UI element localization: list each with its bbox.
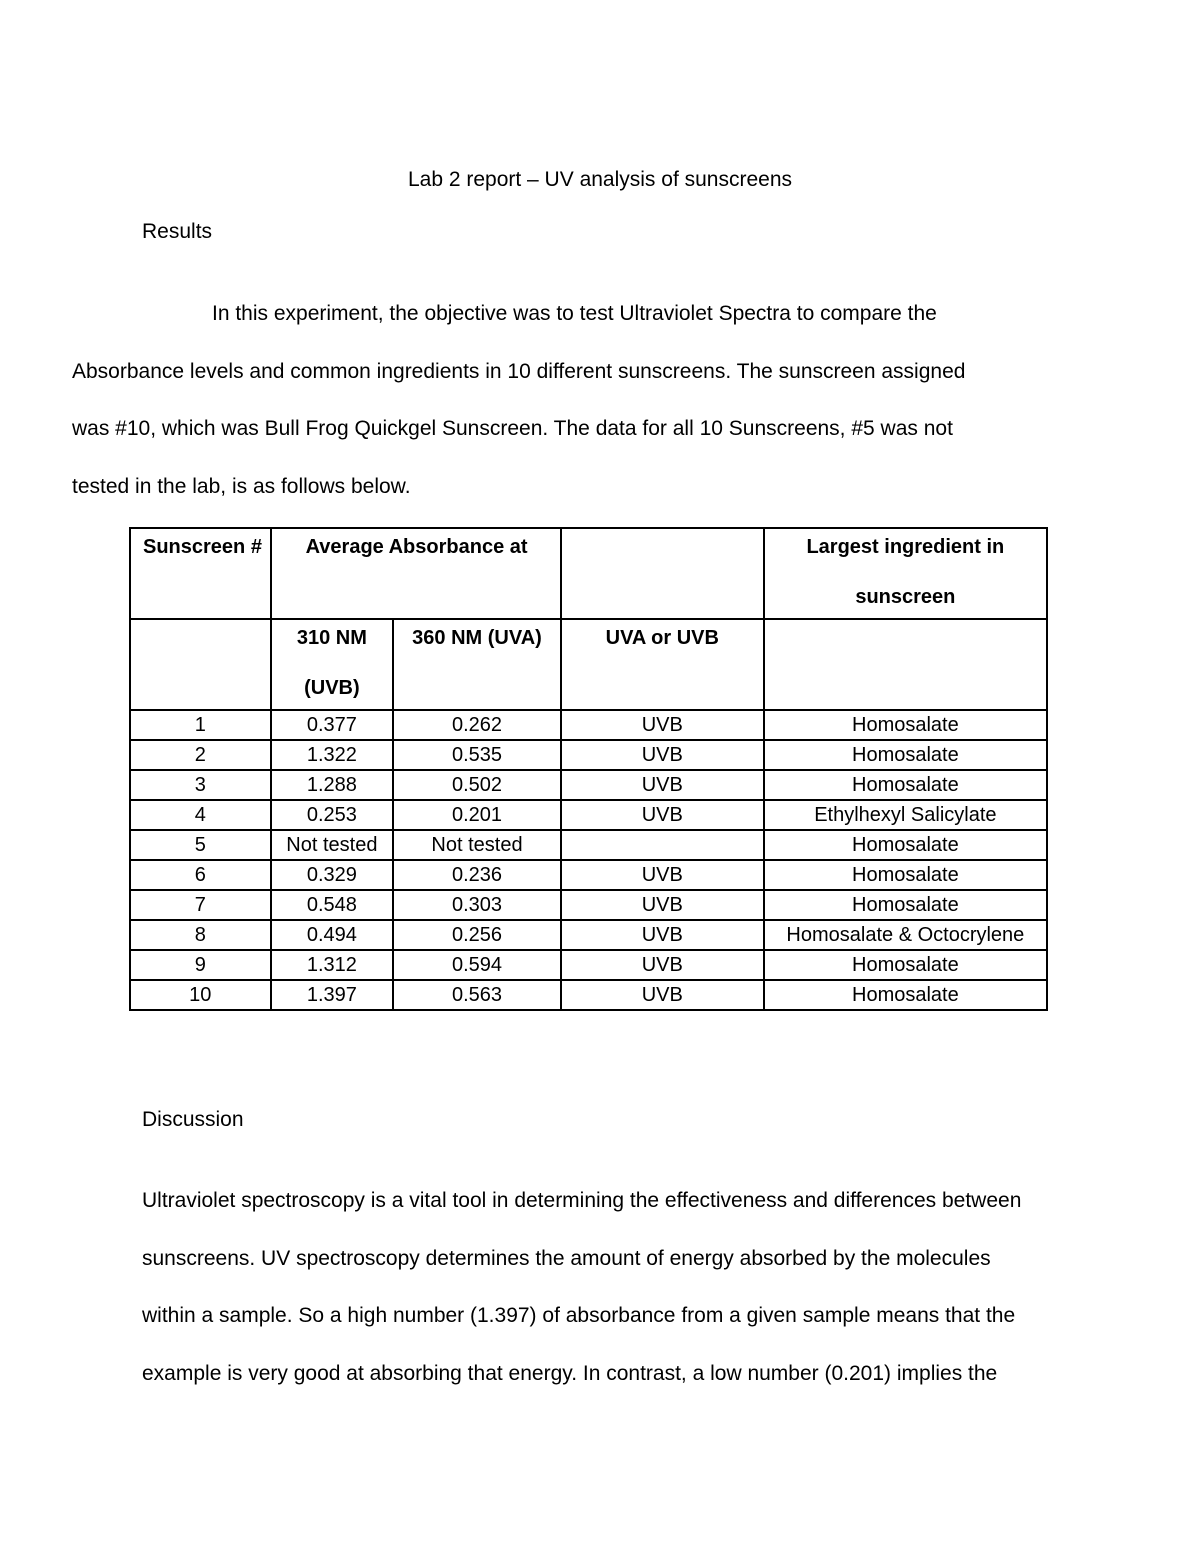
cell-largest-ingredient: Homosalate xyxy=(764,740,1047,770)
cell-largest-ingredient: Homosalate xyxy=(764,890,1047,920)
results-line-4: tested in the lab, is as follows below. xyxy=(72,474,411,498)
header-largest-ingredient: Largest ingredient in sunscreen xyxy=(764,528,1047,619)
table-row xyxy=(130,950,1047,980)
cell-sunscreen-number: 10 xyxy=(130,980,271,1010)
results-line-1: In this experiment, the objective was to test Ultraviolet Spectra to compare the xyxy=(212,302,937,325)
table-row xyxy=(130,920,1047,950)
header-empty-cell xyxy=(561,528,764,619)
cell-largest-ingredient: Homosalate xyxy=(764,860,1047,890)
discussion-paragraph xyxy=(142,1172,1062,1402)
cell-360nm: 0.594 xyxy=(393,950,561,980)
cell-360nm: 0.256 xyxy=(393,920,561,950)
cell-360nm: 0.303 xyxy=(393,890,561,920)
cell-360nm: 0.201 xyxy=(393,800,561,830)
table-row xyxy=(130,710,1047,740)
table-row xyxy=(130,770,1047,800)
cell-310nm: 0.548 xyxy=(271,890,394,920)
cell-uva-or-uvb: UVB xyxy=(561,950,764,980)
discussion-line-1: Ultraviolet spectroscopy is a vital tool in determining the effectiveness and differences between xyxy=(142,1189,1022,1212)
cell-largest-ingredient: Ethylhexyl Salicylate xyxy=(764,800,1047,830)
discussion-heading: Discussion xyxy=(142,1108,244,1131)
cell-uva-or-uvb: UVB xyxy=(561,860,764,890)
cell-sunscreen-number: 1 xyxy=(130,710,271,740)
cell-360nm: 0.502 xyxy=(393,770,561,800)
cell-uva-or-uvb: UVB xyxy=(561,710,764,740)
cell-sunscreen-number: 9 xyxy=(130,950,271,980)
cell-360nm: Not tested xyxy=(393,830,561,860)
header-360nm: 360 NM (UVA) xyxy=(393,619,561,710)
cell-largest-ingredient: Homosalate xyxy=(764,710,1047,740)
cell-largest-ingredient: Homosalate xyxy=(764,770,1047,800)
cell-sunscreen-number: 2 xyxy=(130,740,271,770)
cell-largest-ingredient: Homosalate xyxy=(764,830,1047,860)
cell-360nm: 0.262 xyxy=(393,710,561,740)
table-body xyxy=(130,710,1047,1010)
cell-uva-or-uvb: UVB xyxy=(561,770,764,800)
cell-sunscreen-number: 4 xyxy=(130,800,271,830)
results-paragraph xyxy=(72,285,1062,515)
cell-360nm: 0.236 xyxy=(393,860,561,890)
cell-310nm: Not tested xyxy=(271,830,394,860)
cell-sunscreen-number: 7 xyxy=(130,890,271,920)
document-title: Lab 2 report – UV analysis of sunscreens xyxy=(407,168,793,191)
results-heading: Results xyxy=(142,220,213,243)
cell-sunscreen-number: 5 xyxy=(130,830,271,860)
cell-sunscreen-number: 6 xyxy=(130,860,271,890)
table-row xyxy=(130,860,1047,890)
discussion-line-3: within a sample. So a high number (1.397) of absorbance from a given sample means that the xyxy=(142,1304,1016,1327)
table-header-row-1 xyxy=(130,528,1047,619)
table-header-row-2 xyxy=(130,619,1047,710)
discussion-line-4: example is very good at absorbing that energy. In contrast, a low number (0.201) implies the xyxy=(142,1361,998,1385)
header-310nm: 310 NM (UVB) xyxy=(271,619,394,710)
cell-uva-or-uvb: UVB xyxy=(561,740,764,770)
cell-310nm: 1.397 xyxy=(271,980,394,1010)
cell-310nm: 0.329 xyxy=(271,860,394,890)
cell-largest-ingredient: Homosalate xyxy=(764,980,1047,1010)
cell-sunscreen-number: 8 xyxy=(130,920,271,950)
cell-310nm: 1.322 xyxy=(271,740,394,770)
discussion-line-2: sunscreens. UV spectroscopy determines the amount of energy absorbed by the molecules xyxy=(142,1246,991,1270)
cell-largest-ingredient: Homosalate xyxy=(764,950,1047,980)
cell-sunscreen-number: 3 xyxy=(130,770,271,800)
sunscreen-data-table xyxy=(129,527,1048,1011)
cell-310nm: 0.494 xyxy=(271,920,394,950)
cell-310nm: 1.288 xyxy=(271,770,394,800)
header-sunscreen-number: Sunscreen # xyxy=(130,528,271,619)
results-line-2: Absorbance levels and common ingredients in 10 different sunscreens. The sunscreen assigned xyxy=(72,359,966,383)
table-row xyxy=(130,740,1047,770)
cell-310nm: 1.312 xyxy=(271,950,394,980)
cell-uva-or-uvb: UVB xyxy=(561,920,764,950)
cell-uva-or-uvb: UVB xyxy=(561,800,764,830)
header-average-absorbance: Average Absorbance at xyxy=(271,528,561,619)
header-empty-ingredient xyxy=(764,619,1047,710)
cell-uva-or-uvb: UVB xyxy=(561,980,764,1010)
table-row xyxy=(130,800,1047,830)
cell-uva-or-uvb xyxy=(561,830,764,860)
cell-largest-ingredient: Homosalate & Octocrylene xyxy=(764,920,1047,950)
table-row xyxy=(130,980,1047,1010)
cell-uva-or-uvb: UVB xyxy=(561,890,764,920)
header-empty-number xyxy=(130,619,271,710)
cell-360nm: 0.563 xyxy=(393,980,561,1010)
cell-310nm: 0.377 xyxy=(271,710,394,740)
results-line-3: was #10, which was Bull Frog Quickgel Sunscreen. The data for all 10 Sunscreens, #5 was not xyxy=(72,417,953,440)
table-row xyxy=(130,830,1047,860)
table-row xyxy=(130,890,1047,920)
cell-360nm: 0.535 xyxy=(393,740,561,770)
cell-310nm: 0.253 xyxy=(271,800,394,830)
header-uva-or-uvb: UVA or UVB xyxy=(561,619,764,710)
